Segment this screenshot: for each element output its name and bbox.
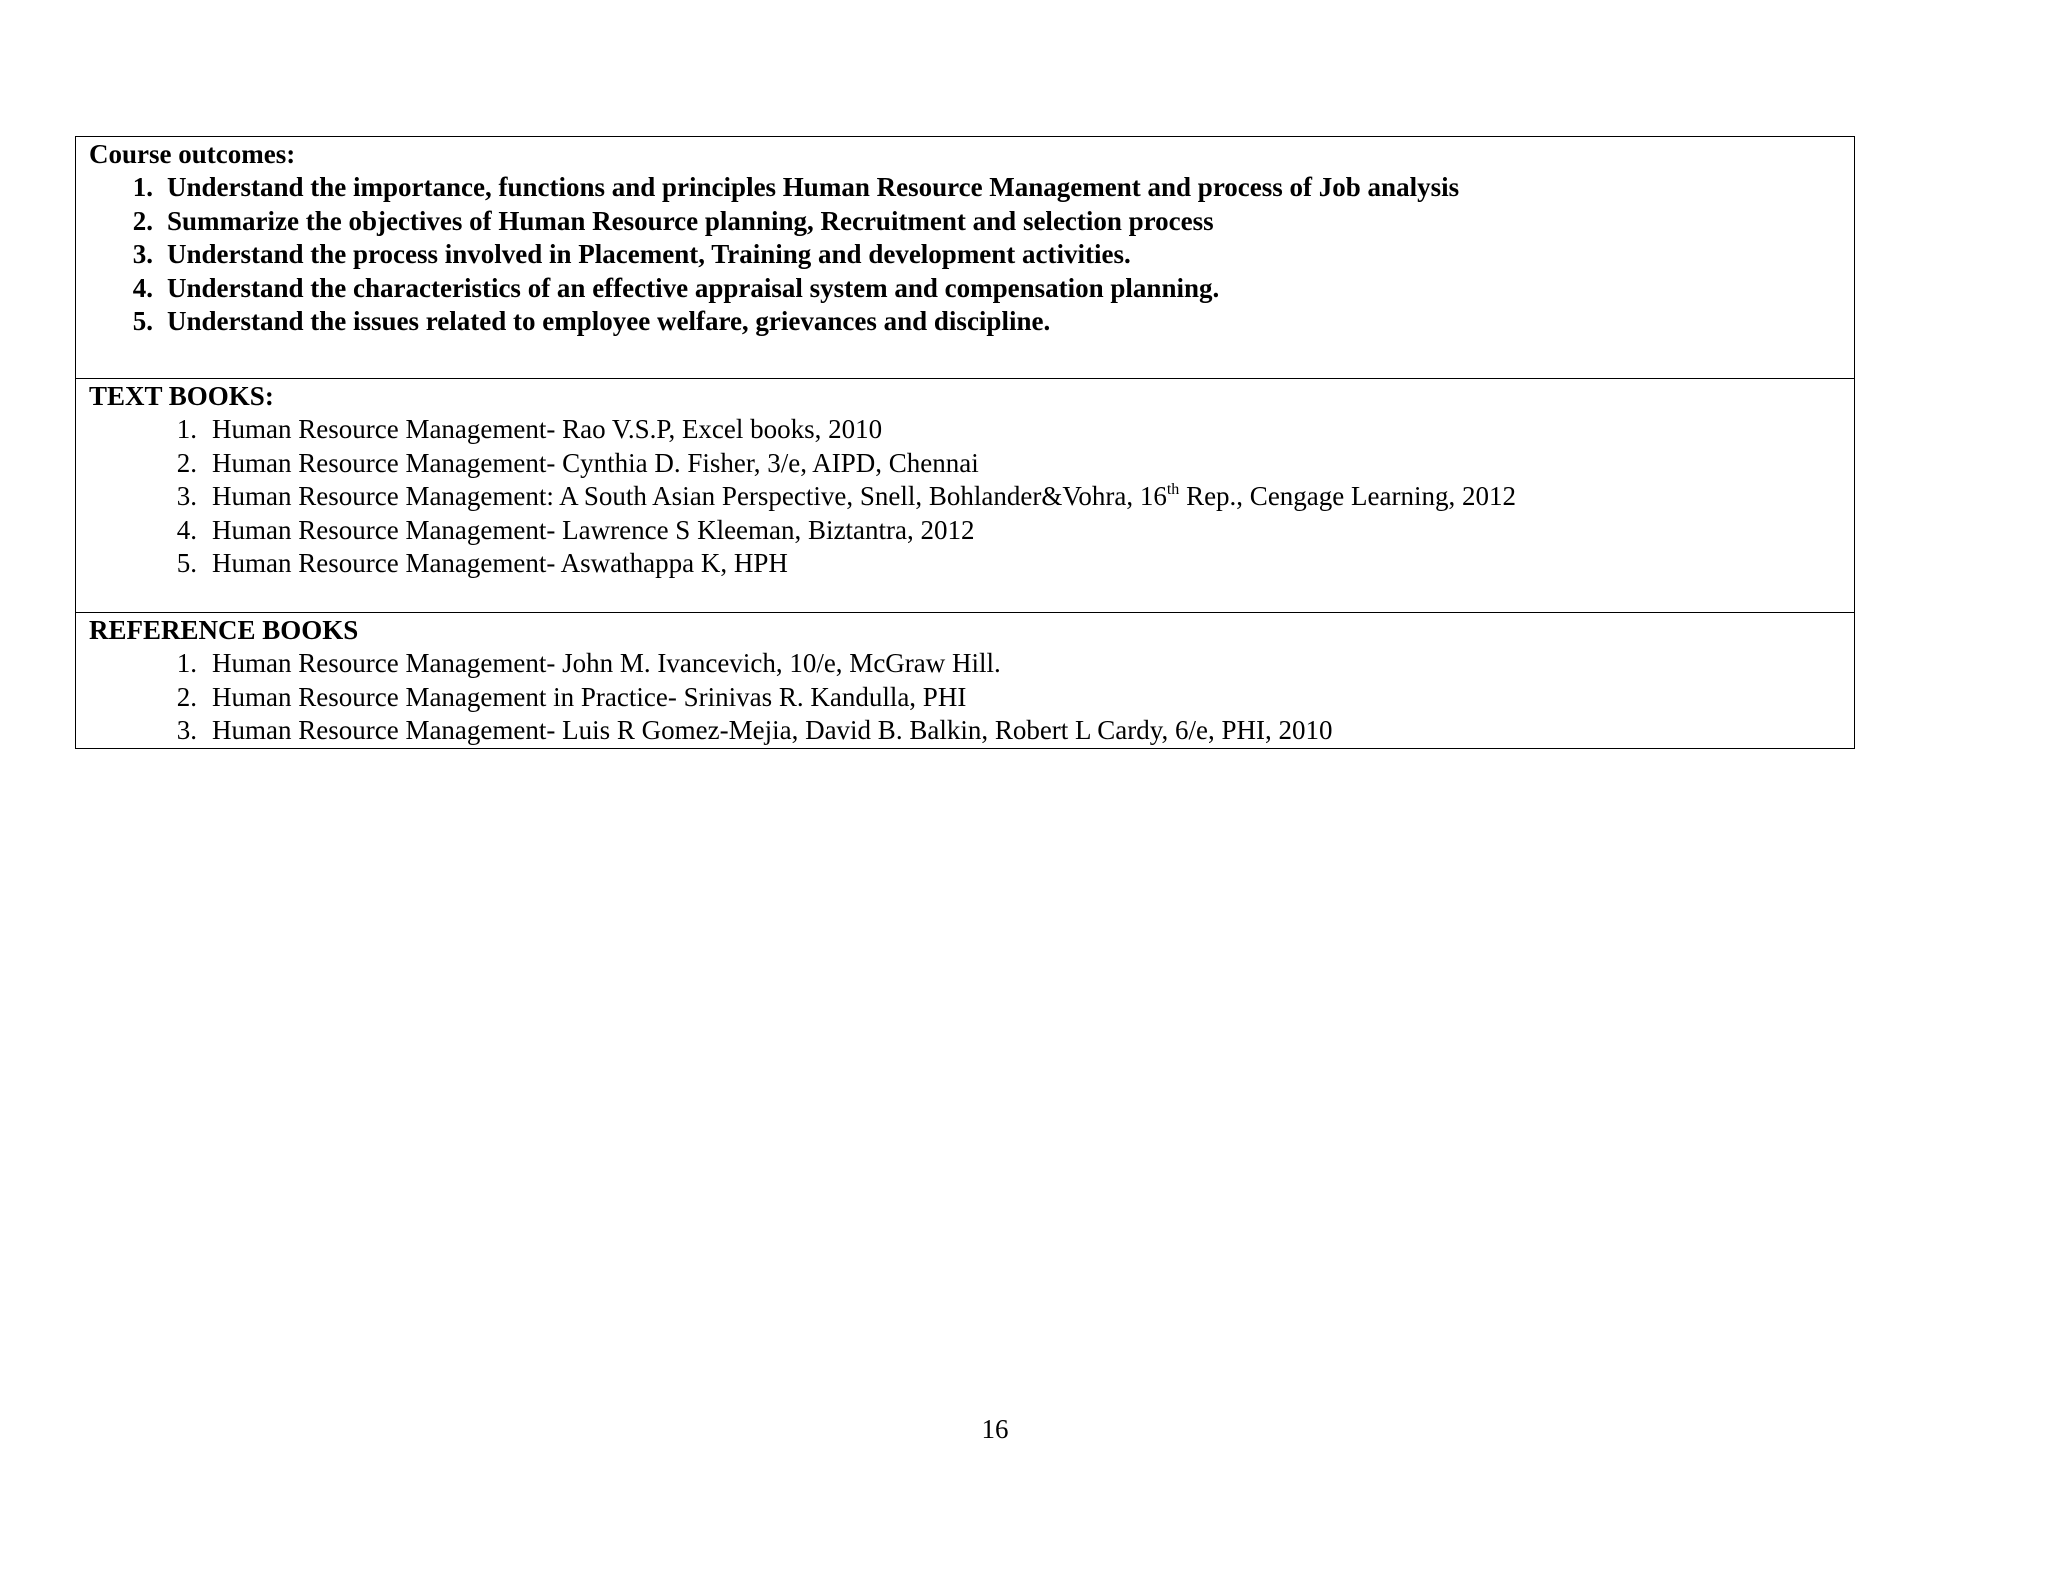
- item-text: Summarize the objectives of Human Resource planning, Recruitment and selection process: [167, 205, 1214, 236]
- item-number: 2.: [132, 205, 153, 236]
- reference-books-list: [89, 647, 1854, 748]
- list-item: [89, 171, 1854, 205]
- item-number: 3.: [176, 481, 197, 511]
- list-item: [89, 547, 1854, 581]
- list-item: [89, 305, 1854, 339]
- text-books-section: [76, 378, 1854, 612]
- list-item: [89, 238, 1854, 272]
- item-number: 1.: [176, 414, 197, 444]
- course-outcomes-heading: Course outcomes:: [89, 139, 296, 169]
- item-text-before: Human Resource Management: A South Asian Perspective, Snell, Bohlander&Vohra, 16: [212, 481, 1167, 511]
- item-text: [212, 480, 1516, 514]
- item-number: 2.: [176, 681, 197, 712]
- page-number: 16: [981, 1414, 1009, 1444]
- item-text: Human Resource Management- Cynthia D. Fisher, 3/e, AIPD, Chennai: [212, 447, 979, 478]
- item-text: Human Resource Management- Luis R Gomez-Mejia, David B. Balkin, Robert L Cardy, 6/e, PHI, 2010: [212, 715, 1333, 745]
- item-number: 4.: [176, 514, 197, 545]
- reference-books-section: [76, 612, 1854, 748]
- list-item: [89, 205, 1854, 239]
- list-item: [89, 647, 1854, 681]
- item-text: Understand the importance, functions and principles Human Resource Management and process of Job analysis: [167, 172, 1460, 202]
- list-item: [89, 272, 1854, 306]
- list-item: [89, 480, 1854, 514]
- list-item: [89, 447, 1854, 481]
- item-text: Understand the issues related to employee welfare, grievances and discipline.: [167, 306, 1051, 336]
- item-text: Understand the characteristics of an effective appraisal system and compensation planning.: [167, 272, 1220, 303]
- item-number: 5.: [176, 548, 197, 578]
- item-number: 5.: [132, 306, 153, 336]
- item-text: Human Resource Management- John M. Ivancevich, 10/e, McGraw Hill.: [212, 648, 1001, 678]
- item-number: 1.: [176, 648, 197, 678]
- list-item: [89, 514, 1854, 548]
- course-outcomes-list: [89, 171, 1854, 339]
- syllabus-table: [75, 136, 1855, 749]
- item-text-after: Rep., Cengage Learning, 2012: [1179, 481, 1516, 511]
- text-books-heading: TEXT BOOKS:: [89, 381, 274, 411]
- list-item: [89, 413, 1854, 447]
- item-number: 2.: [176, 447, 197, 478]
- item-number: 4.: [132, 272, 153, 303]
- item-number: 3.: [176, 715, 197, 745]
- reference-books-heading: REFERENCE BOOKS: [89, 615, 359, 645]
- item-text: Human Resource Management in Practice- Srinivas R. Kandulla, PHI: [212, 681, 967, 712]
- list-item: [89, 681, 1854, 715]
- item-text: Human Resource Management- Lawrence S Kleeman, Biztantra, 2012: [212, 514, 975, 545]
- item-text: Human Resource Management- Aswathappa K, HPH: [212, 548, 788, 578]
- list-item: [89, 714, 1854, 748]
- superscript: th: [1166, 481, 1180, 498]
- item-text: Understand the process involved in Placement, Training and development activities.: [167, 239, 1131, 269]
- item-number: 1.: [132, 172, 153, 202]
- course-outcomes-section: [76, 137, 1854, 378]
- text-books-list: [89, 413, 1854, 581]
- item-text: Human Resource Management- Rao V.S.P, Excel books, 2010: [212, 414, 883, 444]
- item-number: 3.: [132, 239, 153, 269]
